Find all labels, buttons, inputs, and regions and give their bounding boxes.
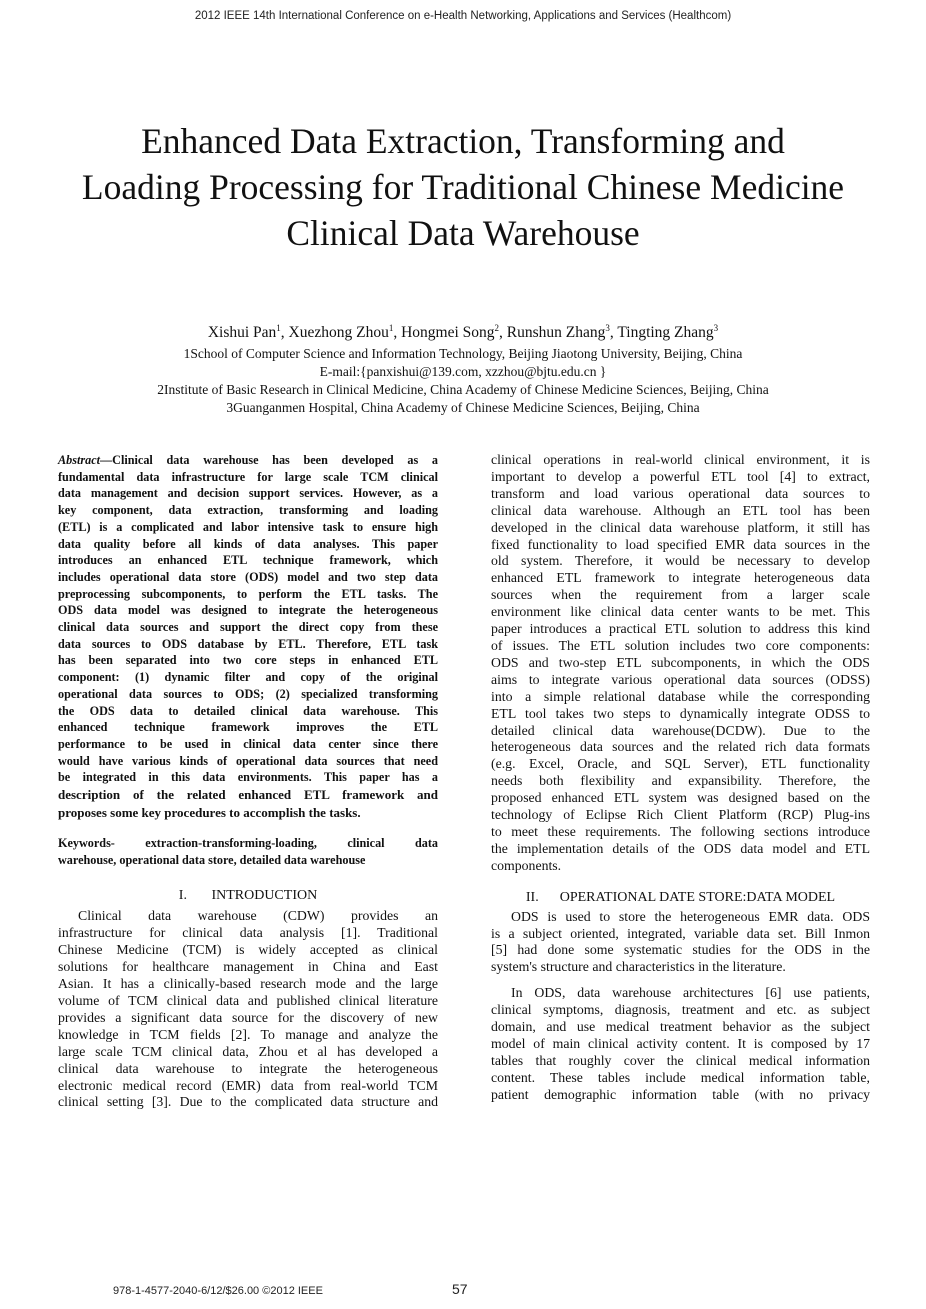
author-affiliation-mark: 1	[276, 323, 281, 333]
abstract-label: Abstract	[58, 453, 100, 467]
abstract-line	[58, 452, 438, 469]
author-separator: ,	[393, 324, 402, 342]
affiliation-line: 3Guanganmen Hospital, China Academy of Chinese Medicine Sciences, Beijing, China	[226, 400, 700, 415]
body-line: old system. Therefore, it would be necessary to develop	[491, 553, 870, 569]
body-line: large scale TCM clinical data, Zhou et al has developed a	[58, 1043, 438, 1059]
body-line: knowledge in TCM fields [2]. To manage and analyze the	[58, 1026, 438, 1042]
body-line: content. These tables include medical information table,	[491, 1069, 870, 1085]
body-line: heterogeneous data sources and the related rich data formats	[491, 739, 870, 755]
body-line: ETL tool takes two steps to dynamically integrate ODSS to	[491, 705, 870, 721]
abstract-line: data quality before all kinds of data analyses. This paper	[58, 536, 438, 551]
abstract-line: data sources to ODS database by ETL. Therefore, ETL task	[58, 636, 438, 651]
body-line: provides a significant data source for the discovery of new	[58, 1009, 438, 1025]
body-line: developed in the clinical data warehouse platform, it still has	[491, 519, 870, 535]
abstract-line: includes operational data store (ODS) model and two step data	[58, 569, 438, 584]
body-line: enhanced ETL framework to integrate heterogeneous data	[491, 570, 870, 586]
author-email: E-mail:{panxishui@139.com, xzzhou@bjtu.edu.cn }	[319, 364, 607, 379]
body-line: sources when the requirement from a larger scale	[491, 587, 870, 603]
body-line: Clinical data warehouse (CDW) provides an	[78, 908, 438, 924]
body-line: fixed functionality to load specified EMR data sources in the	[491, 536, 870, 552]
body-line: paper introduces a practical ETL solution to address this kind	[491, 621, 870, 637]
body-line: aims to integrate various operational data sources (ODSS)	[491, 671, 870, 687]
section-heading-ods: II. OPERATIONAL DATE STORE:DATA MODEL	[525, 889, 836, 905]
page-number: 57	[452, 1281, 468, 1297]
abstract-text: Clinical data warehouse has been developed as a	[112, 453, 438, 467]
abstract-line: would have various kinds of operational data sources that need	[58, 753, 438, 768]
body-line: infrastructure for clinical data analysis [1]. Traditional	[58, 925, 438, 941]
conference-header: 2012 IEEE 14th International Conference on e-Health Networking, Applications and Services (Healthcom)	[194, 10, 732, 22]
abstract-line: performance to be used in clinical data center since there	[58, 736, 438, 751]
abstract-line: has been separated into two core steps in enhanced ETL	[58, 653, 438, 668]
author-name: Tingting Zhang	[617, 324, 714, 342]
keywords-line: Keywords- extraction-transforming-loading, clinical data	[58, 836, 438, 851]
body-line: clinical data warehouse to integrate the heterogeneous	[58, 1060, 438, 1076]
author-separator: ,	[280, 324, 289, 342]
abstract-line: be integrated in this data environments. This paper has a	[58, 770, 438, 785]
abstract-line: ODS data model was designed to integrate the heterogeneous	[58, 603, 438, 618]
abstract-line: data management and decision support services. However, as a	[58, 486, 438, 501]
abstract-line: preprocessing subcomponents, to perform the ETL tasks. The	[58, 586, 438, 601]
body-line: electronic medical record (EMR) data from real-world TCM	[58, 1077, 438, 1093]
keywords	[58, 835, 438, 868]
abstract-line: (ETL) is a complicated and labor intensive task to ensure high	[58, 519, 438, 534]
body-line: clinical setting [3]. Due to the complicated data structure and	[58, 1094, 438, 1110]
author-separator: ,	[609, 324, 618, 342]
body-line: proposed enhanced ETL system was designed based on the	[491, 790, 870, 806]
abstract-line: operational data sources to ODS; (2) specialized transforming	[58, 686, 438, 701]
abstract-line: enhanced technique framework improves the ETL	[58, 720, 438, 735]
body-line: clinical operations in real-world clinical environment, it is	[491, 452, 870, 467]
affiliation-line: 2Institute of Basic Research in Clinical Medicine, China Academy of Chinese Medicine Sciences, Beijing, China	[157, 382, 769, 397]
body-line: [5] had done some systematic studies for the ODS in the	[491, 942, 870, 958]
title-line: Loading Processing for Traditional Chinese Medicine	[81, 167, 845, 207]
abstract-line: introduces an enhanced ETL technique framework, which	[58, 553, 438, 568]
author-affiliation-mark: 2	[494, 323, 500, 333]
ods-paragraph-2	[491, 985, 870, 1103]
body-line: components.	[491, 857, 562, 873]
abstract	[58, 452, 438, 822]
abstract-line: the ODS data to detailed clinical data warehouse. This	[58, 703, 438, 718]
body-line: of issues. The ETL solution includes two core components:	[491, 637, 870, 653]
author-name: Xishui Pan	[207, 324, 277, 342]
author-affiliation-mark: 3	[713, 323, 719, 333]
author-list	[0, 318, 926, 343]
title-line: Enhanced Data Extraction, Transforming and	[141, 121, 785, 161]
body-line: needs both flexibility and expansibility. Therefore, the	[491, 773, 870, 789]
paper-title	[40, 118, 886, 256]
author-name: Runshun Zhang	[506, 324, 606, 342]
body-line: ODS and two-step ETL subcomponents, in which the ODS	[491, 654, 870, 670]
section-heading-introduction: I. INTRODUCTION	[178, 888, 318, 904]
body-line: to meet these requirements. The following sections introduce	[491, 823, 870, 839]
body-line: the implementation details of the ODS data model and ETL	[491, 840, 870, 856]
author-affiliation-mark: 1	[388, 323, 394, 333]
footer-isbn: 978-1-4577-2040-6/12/$26.00 ©2012 IEEE	[113, 1285, 323, 1297]
body-line: detailed clinical data warehouse(DCDW). Due to the	[491, 722, 870, 738]
body-line: In ODS, data warehouse architectures [6] use patients,	[511, 985, 870, 1001]
body-line: tables that roughly cover the clinical medical information	[491, 1052, 870, 1068]
left-column	[58, 452, 438, 1111]
abstract-line: fundamental data infrastructure for large scale TCM clinical	[58, 469, 438, 484]
ods-paragraph-1	[491, 909, 870, 977]
author-name: Xuezhong Zhou	[288, 324, 389, 342]
body-line: is a subject oriented, integrated, variable data set. Bill Inmon	[491, 925, 870, 941]
body-line: into a simple relational database while the corresponding	[491, 688, 870, 704]
abstract-line: proposes some key procedures to accomplish the tasks.	[58, 805, 361, 821]
title-line: Clinical Data Warehouse	[286, 213, 640, 253]
body-line: environment like clinical data center wants to be met. This	[491, 604, 870, 620]
abstract-line: clinical data sources and support the direct copy from these	[58, 620, 438, 635]
right-column	[491, 452, 870, 1104]
body-line: ODS is used to store the heterogeneous EMR data. ODS	[511, 908, 870, 924]
body-line: solutions for healthcare management in China and East	[58, 959, 438, 975]
body-line: patient demographic information table (with no privacy	[491, 1086, 870, 1102]
body-line: technology of Eclipse Rich Client Platform (RCP) Plug-ins	[491, 807, 870, 823]
abstract-line: key component, data extraction, transforming and loading	[58, 503, 438, 518]
abstract-line: description of the related enhanced ETL framework and	[58, 787, 438, 803]
affiliation-line: 1School of Computer Science and Information Technology, Beijing Jiaotong University, Beijing, China	[183, 346, 743, 361]
keywords-line: warehouse, operational data store, detailed data warehouse	[58, 852, 366, 867]
body-line: important to develop a powerful ETL tool [4] to extract,	[491, 468, 870, 484]
body-line: system's structure and characteristics in the literature.	[491, 959, 786, 975]
author-separator: ,	[499, 324, 507, 342]
author-affiliation-mark: 3	[605, 323, 610, 333]
body-line: model of main clinical activity content. It is composed by 17	[491, 1036, 870, 1051]
body-line: domain, and use medical treatment behavior as the subject	[491, 1019, 870, 1035]
author-name: Hongmei Song	[401, 324, 495, 342]
introduction-body	[58, 908, 438, 1111]
body-line: transform and load various operational data sources to	[491, 485, 870, 501]
abstract-line: component: (1) dynamic filter and copy of the original	[58, 670, 438, 685]
abstract-dash: —	[99, 453, 113, 467]
body-line: Chinese Medicine (TCM) is widely accepted as clinical	[58, 942, 438, 958]
body-line: Asian. It has a clinically-based research mode and the large	[58, 976, 438, 992]
body-line: volume of TCM clinical data and published clinical literature	[58, 993, 438, 1008]
body-line: (e.g. Excel, Oracle, and SQL Server), ETL functionality	[491, 756, 870, 772]
body-line: clinical data warehouse. Although an ETL tool has been	[491, 502, 870, 518]
body-line: clinical symptoms, diagnosis, treatment and etc. as subject	[491, 1002, 870, 1018]
introduction-continued	[491, 452, 870, 875]
